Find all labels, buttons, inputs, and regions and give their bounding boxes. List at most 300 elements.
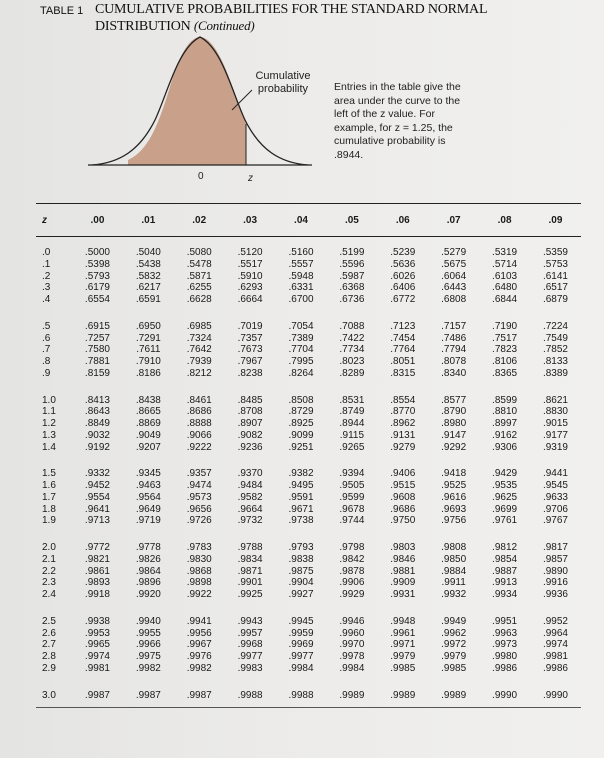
probability-cell: .9761 bbox=[492, 515, 518, 527]
probability-cell: .6064 bbox=[441, 270, 467, 282]
probability-cell: .6103 bbox=[492, 270, 518, 282]
probability-cell: .8729 bbox=[288, 406, 314, 418]
probability-cell: .6700 bbox=[288, 294, 314, 305]
column-header: .01 bbox=[141, 214, 156, 226]
probability-cell: .5160 bbox=[288, 247, 314, 258]
probability-cell: .9969 bbox=[288, 639, 314, 651]
probability-cell: .5596 bbox=[339, 258, 365, 270]
probability-cell: .6331 bbox=[288, 282, 314, 294]
probability-cell: .8869 bbox=[135, 418, 161, 429]
probability-cell: .9984 bbox=[288, 662, 314, 674]
probability-cell: .8749 bbox=[339, 406, 365, 418]
probability-cell: .8438 bbox=[135, 394, 161, 406]
probability-cell: .9726 bbox=[186, 515, 212, 527]
probability-cell: .7123 bbox=[390, 320, 416, 332]
probability-cell: .9936 bbox=[542, 589, 568, 600]
group-spacer bbox=[36, 675, 581, 690]
probability-cell: .5987 bbox=[339, 270, 365, 282]
probability-cell: .9850 bbox=[441, 553, 467, 565]
probability-cell: .9857 bbox=[542, 553, 568, 565]
z-value-cell: 2.5 bbox=[42, 615, 56, 627]
probability-cell: .8159 bbox=[84, 367, 110, 379]
probability-cell: .9977 bbox=[237, 651, 263, 662]
probability-cell: .7642 bbox=[186, 344, 212, 356]
probability-cell: .9955 bbox=[135, 627, 161, 639]
table-row bbox=[36, 690, 581, 702]
probability-cell: .9990 bbox=[542, 689, 568, 701]
probability-cell: .9292 bbox=[441, 441, 467, 453]
probability-cell: .8485 bbox=[237, 394, 263, 406]
z-value-cell: .4 bbox=[42, 294, 51, 305]
probability-cell: .9911 bbox=[441, 577, 466, 589]
probability-cell: .6985 bbox=[186, 320, 212, 332]
probability-cell: .9846 bbox=[390, 553, 416, 565]
table-row bbox=[36, 395, 581, 407]
probability-cell: .8315 bbox=[390, 367, 416, 379]
probability-cell: .9664 bbox=[237, 503, 263, 515]
probability-cell: .6772 bbox=[390, 294, 416, 305]
probability-cell: .7486 bbox=[441, 332, 467, 344]
column-header: .00 bbox=[90, 214, 105, 226]
probability-cell: .7852 bbox=[542, 344, 568, 356]
probability-cell: .9370 bbox=[237, 468, 263, 480]
probability-cell: .9750 bbox=[390, 515, 416, 527]
probability-cell: .9418 bbox=[441, 468, 467, 480]
table-bottom-rule bbox=[36, 707, 581, 708]
probability-cell: .9875 bbox=[288, 565, 314, 577]
probability-cell: .5398 bbox=[84, 258, 110, 270]
probability-cell: .8212 bbox=[186, 367, 212, 379]
probability-cell: .9429 bbox=[492, 468, 518, 480]
group-spacer bbox=[36, 380, 581, 395]
probability-cell: .7389 bbox=[288, 332, 314, 344]
probability-cell: .6217 bbox=[135, 282, 161, 294]
probability-cell: .7454 bbox=[390, 332, 416, 344]
probability-cell: .9732 bbox=[237, 515, 263, 527]
probability-cell: .8389 bbox=[542, 367, 568, 379]
probability-cell: .8997 bbox=[492, 418, 518, 429]
probability-cell: .5675 bbox=[441, 258, 467, 270]
probability-cell: .9535 bbox=[492, 480, 518, 491]
probability-cell: .9656 bbox=[186, 503, 212, 515]
z-value-cell: 1.5 bbox=[42, 468, 56, 480]
probability-cell: .9868 bbox=[186, 565, 212, 577]
probability-cell: .9990 bbox=[492, 689, 518, 701]
table-row bbox=[36, 566, 581, 578]
probability-cell: .9778 bbox=[135, 542, 161, 553]
probability-cell: .8413 bbox=[84, 394, 110, 406]
table-row bbox=[36, 651, 581, 663]
table-row bbox=[36, 356, 581, 368]
table-row bbox=[36, 468, 581, 480]
probability-cell: .7704 bbox=[288, 344, 314, 356]
probability-cell: .9625 bbox=[492, 491, 518, 503]
probability-cell: .9898 bbox=[186, 577, 212, 589]
probability-cell: .9834 bbox=[237, 553, 263, 565]
z-value-cell: 1.9 bbox=[42, 515, 56, 527]
probability-cell: .8238 bbox=[237, 367, 263, 379]
z-value-cell: .8 bbox=[42, 356, 51, 367]
probability-cell: .9767 bbox=[542, 515, 568, 527]
probability-cell: .9982 bbox=[186, 662, 212, 674]
probability-cell: .9505 bbox=[339, 480, 365, 491]
z-value-cell: 1.2 bbox=[42, 418, 56, 429]
probability-cell: .9974 bbox=[542, 639, 568, 651]
probability-cell: .9979 bbox=[441, 651, 467, 662]
probability-cell: .9932 bbox=[441, 589, 467, 600]
probability-cell: .9974 bbox=[84, 651, 110, 662]
probability-cell: .9951 bbox=[492, 615, 518, 627]
table-row bbox=[36, 480, 581, 492]
z-value-cell: 1.4 bbox=[42, 441, 56, 453]
probability-cell: .9783 bbox=[186, 542, 212, 553]
probability-cell: .5871 bbox=[186, 270, 212, 282]
group-spacer bbox=[36, 527, 581, 542]
probability-cell: .9981 bbox=[542, 651, 568, 662]
probability-cell: .8621 bbox=[542, 394, 568, 406]
probability-cell: .7734 bbox=[339, 344, 365, 356]
table-row bbox=[36, 333, 581, 345]
probability-cell: .9641 bbox=[84, 503, 110, 515]
column-header: .04 bbox=[294, 214, 308, 226]
table-row bbox=[36, 271, 581, 283]
probability-cell: .5832 bbox=[135, 270, 161, 282]
probability-cell: .9982 bbox=[135, 662, 161, 674]
probability-cell: .9984 bbox=[339, 662, 365, 674]
probability-cell: .8643 bbox=[84, 406, 110, 418]
probability-cell: .6915 bbox=[84, 320, 110, 332]
table-row bbox=[36, 492, 581, 504]
probability-cell: .9616 bbox=[441, 491, 467, 503]
group-spacer bbox=[36, 601, 581, 616]
z-value-cell: 2.4 bbox=[42, 589, 56, 600]
probability-cell: .9941 bbox=[186, 615, 212, 627]
table-number: TABLE 1 bbox=[40, 5, 84, 17]
probability-cell: .6554 bbox=[84, 294, 110, 305]
z-value-cell: 2.7 bbox=[42, 639, 56, 651]
probability-cell: .7088 bbox=[339, 320, 365, 332]
column-header: .02 bbox=[192, 214, 207, 226]
probability-cell: .9965 bbox=[84, 639, 110, 651]
probability-cell: .6255 bbox=[186, 282, 212, 294]
probability-cell: .9943 bbox=[237, 615, 263, 627]
probability-cell: .9913 bbox=[492, 577, 518, 589]
probability-cell: .9131 bbox=[390, 429, 416, 441]
probability-cell: .9979 bbox=[390, 651, 416, 662]
table-row bbox=[36, 639, 581, 651]
probability-cell: .9909 bbox=[390, 577, 416, 589]
probability-cell: .8810 bbox=[492, 406, 518, 418]
probability-cell: .9961 bbox=[390, 627, 416, 639]
probability-cell: .5793 bbox=[84, 270, 110, 282]
probability-cell: .8340 bbox=[441, 367, 467, 379]
probability-cell: .9382 bbox=[288, 468, 314, 480]
probability-cell: .7549 bbox=[542, 332, 568, 344]
probability-cell: .9881 bbox=[390, 565, 416, 577]
z-value-cell: 2.2 bbox=[42, 565, 56, 577]
probability-cell: .9177 bbox=[542, 429, 568, 441]
probability-cell: .9826 bbox=[135, 553, 161, 565]
probability-cell: .9738 bbox=[288, 515, 314, 527]
z-value-cell: 1.0 bbox=[42, 394, 56, 406]
probability-cell: .5517 bbox=[237, 258, 263, 270]
probability-cell: .9441 bbox=[542, 468, 568, 480]
group-spacer bbox=[36, 306, 581, 321]
probability-cell: .9956 bbox=[186, 627, 212, 639]
probability-cell: .6517 bbox=[542, 282, 568, 294]
probability-cell: .9332 bbox=[84, 468, 110, 480]
probability-cell: .9192 bbox=[84, 441, 110, 453]
probability-cell: .9971 bbox=[390, 639, 416, 651]
probability-cell: .9931 bbox=[390, 589, 416, 600]
probability-cell: .9671 bbox=[288, 503, 314, 515]
probability-cell: .6736 bbox=[339, 294, 365, 305]
probability-cell: .7881 bbox=[84, 356, 110, 367]
probability-cell: .9495 bbox=[288, 480, 314, 491]
probability-cell: .9861 bbox=[84, 565, 110, 577]
probability-cell: .6844 bbox=[492, 294, 518, 305]
probability-cell: .9678 bbox=[339, 503, 365, 515]
probability-cell: .9319 bbox=[542, 441, 568, 453]
probability-cell: .9115 bbox=[339, 429, 365, 441]
probability-cell: .7967 bbox=[237, 356, 263, 367]
probability-cell: .9884 bbox=[441, 565, 467, 577]
probability-cell: .7995 bbox=[288, 356, 314, 367]
probability-cell: .9573 bbox=[186, 491, 212, 503]
table-row bbox=[36, 247, 581, 259]
probability-cell: .9525 bbox=[441, 480, 467, 491]
probability-cell: .9564 bbox=[135, 491, 161, 503]
probability-cell: .9989 bbox=[339, 689, 365, 701]
z-value-cell: .2 bbox=[42, 270, 51, 282]
probability-cell: .9945 bbox=[288, 615, 314, 627]
table-row bbox=[36, 663, 581, 675]
probability-cell: .9756 bbox=[441, 515, 467, 527]
probability-cell: .9345 bbox=[135, 468, 161, 480]
probability-cell: .9633 bbox=[542, 491, 568, 503]
table-row bbox=[36, 406, 581, 418]
probability-cell: .9207 bbox=[135, 441, 161, 453]
probability-cell: .9591 bbox=[288, 491, 314, 503]
probability-cell: .7357 bbox=[237, 332, 263, 344]
axis-z-label: z bbox=[248, 173, 253, 184]
table-row bbox=[36, 616, 581, 628]
axis-zero-label: 0 bbox=[198, 171, 204, 182]
probability-cell: .9788 bbox=[237, 542, 263, 553]
probability-cell: .9890 bbox=[542, 565, 568, 577]
probability-cell: .9986 bbox=[492, 662, 518, 674]
probability-cell: .5636 bbox=[390, 258, 416, 270]
z-value-cell: 2.0 bbox=[42, 542, 56, 553]
probability-cell: .9959 bbox=[288, 627, 314, 639]
title-text: CUMULATIVE PROBABILITIES FOR THE STANDARD NORMAL DISTRIBUTION bbox=[95, 2, 487, 34]
probability-cell: .9406 bbox=[390, 468, 416, 480]
probability-cell: .9838 bbox=[288, 553, 314, 565]
probability-cell: .5279 bbox=[441, 247, 467, 258]
probability-cell: .9927 bbox=[288, 589, 314, 600]
probability-cell: .9222 bbox=[186, 441, 212, 453]
probability-cell: .9484 bbox=[237, 480, 263, 491]
probability-cell: .9049 bbox=[135, 429, 161, 441]
probability-cell: .9987 bbox=[186, 689, 212, 701]
probability-cell: .6141 bbox=[542, 270, 568, 282]
probability-cell: .9975 bbox=[135, 651, 161, 662]
probability-cell: .7517 bbox=[492, 332, 518, 344]
z-value-cell: 2.3 bbox=[42, 577, 56, 589]
probability-cell: .7823 bbox=[492, 344, 518, 356]
probability-cell: .5714 bbox=[492, 258, 518, 270]
probability-cell: .9015 bbox=[542, 418, 568, 429]
probability-cell: .8078 bbox=[441, 356, 467, 367]
probability-cell: .7939 bbox=[186, 356, 212, 367]
probability-cell: .8106 bbox=[492, 356, 518, 367]
probability-cell: .9973 bbox=[492, 639, 518, 651]
probability-cell: .9952 bbox=[542, 615, 568, 627]
probability-cell: .8944 bbox=[339, 418, 365, 429]
probability-cell: .9686 bbox=[390, 503, 416, 515]
probability-cell: .8907 bbox=[237, 418, 263, 429]
probability-cell: .5438 bbox=[135, 258, 161, 270]
probability-cell: .9967 bbox=[186, 639, 212, 651]
probability-cell: .7422 bbox=[339, 332, 365, 344]
probability-cell: .9793 bbox=[288, 542, 314, 553]
z-value-cell: .0 bbox=[42, 247, 51, 258]
probability-cell: .9970 bbox=[339, 639, 365, 651]
column-header: .06 bbox=[395, 214, 410, 226]
z-value-cell: 1.8 bbox=[42, 503, 56, 515]
probability-cell: .6368 bbox=[339, 282, 365, 294]
probability-cell: .9803 bbox=[390, 542, 416, 553]
probability-cell: .9864 bbox=[135, 565, 161, 577]
probability-cell: .7224 bbox=[542, 320, 568, 332]
group-spacer bbox=[36, 453, 581, 468]
probability-cell: .6293 bbox=[237, 282, 263, 294]
normal-curve-figure bbox=[0, 0, 604, 200]
cumulative-label: Cumulative probability bbox=[255, 70, 311, 95]
probability-cell: .9989 bbox=[441, 689, 467, 701]
z-value-cell: .6 bbox=[42, 332, 51, 344]
probability-cell: .9082 bbox=[237, 429, 263, 441]
probability-cell: .9972 bbox=[441, 639, 467, 651]
explanation-note: Entries in the table give the area under the curve to the left of the z value. For example, for z = 1.25, the cumulative probability is .8944. bbox=[334, 81, 461, 161]
probability-cell: .9452 bbox=[84, 480, 110, 491]
table-row bbox=[36, 628, 581, 640]
probability-cell: .9713 bbox=[84, 515, 110, 527]
probability-cell: .9906 bbox=[339, 577, 365, 589]
title-continued: (Continued) bbox=[193, 18, 255, 33]
z-value-cell: 1.6 bbox=[42, 480, 56, 491]
probability-cell: .9962 bbox=[441, 627, 467, 639]
probability-cell: .7157 bbox=[441, 320, 467, 332]
probability-cell: .9989 bbox=[390, 689, 416, 701]
table-row bbox=[36, 442, 581, 454]
probability-cell: .5080 bbox=[186, 247, 212, 258]
probability-cell: .9968 bbox=[237, 639, 263, 651]
probability-cell: .5319 bbox=[492, 247, 518, 258]
probability-cell: .7190 bbox=[492, 320, 518, 332]
probability-cell: .9904 bbox=[288, 577, 314, 589]
probability-cell: .9878 bbox=[339, 565, 365, 577]
z-value-cell: 1.3 bbox=[42, 429, 56, 441]
probability-cell: .9693 bbox=[441, 503, 467, 515]
probability-cell: .8770 bbox=[390, 406, 416, 418]
probability-cell: .9988 bbox=[288, 689, 314, 701]
probability-cell: .8133 bbox=[542, 356, 568, 367]
table-row bbox=[36, 504, 581, 516]
probability-cell: .9599 bbox=[339, 491, 365, 503]
probability-cell: .5478 bbox=[186, 258, 212, 270]
probability-cell: .9986 bbox=[542, 662, 568, 674]
probability-cell: .9985 bbox=[390, 662, 416, 674]
probability-cell: .8962 bbox=[390, 418, 416, 429]
probability-cell: .9032 bbox=[84, 429, 110, 441]
probability-cell: .9960 bbox=[339, 627, 365, 639]
probability-cell: .9896 bbox=[135, 577, 161, 589]
probability-cell: .8925 bbox=[288, 418, 314, 429]
column-header: .09 bbox=[548, 214, 563, 226]
probability-cell: .8289 bbox=[339, 367, 365, 379]
probability-cell: .9901 bbox=[237, 577, 263, 589]
probability-cell: .7764 bbox=[390, 344, 416, 356]
probability-cell: .9977 bbox=[288, 651, 314, 662]
probability-cell: .9948 bbox=[390, 615, 416, 627]
probability-cell: .9545 bbox=[542, 480, 568, 491]
z-column-header: z bbox=[42, 214, 47, 226]
probability-cell: .9854 bbox=[492, 553, 518, 565]
probability-cell: .9699 bbox=[492, 503, 518, 515]
table-row bbox=[36, 294, 581, 306]
probability-cell: .9985 bbox=[441, 662, 467, 674]
z-value-cell: 2.9 bbox=[42, 662, 56, 674]
probability-cell: .9987 bbox=[135, 689, 161, 701]
probability-cell: .9842 bbox=[339, 553, 365, 565]
probability-cell: .9918 bbox=[84, 589, 110, 600]
probability-cell: .9963 bbox=[492, 627, 518, 639]
table-row bbox=[36, 282, 581, 294]
probability-cell: .6628 bbox=[186, 294, 212, 305]
probability-cell: .9719 bbox=[135, 515, 161, 527]
column-header: .03 bbox=[243, 214, 258, 226]
probability-cell: .9893 bbox=[84, 577, 110, 589]
table-row bbox=[36, 589, 581, 601]
z-value-cell: .3 bbox=[42, 282, 51, 294]
probability-cell: .9821 bbox=[84, 553, 110, 565]
probability-cell: .9236 bbox=[237, 441, 263, 453]
probability-cell: .9987 bbox=[84, 689, 110, 701]
probability-cell: .9649 bbox=[135, 503, 161, 515]
table-row bbox=[36, 344, 581, 356]
table-row bbox=[36, 368, 581, 380]
probability-cell: .9988 bbox=[237, 689, 263, 701]
probability-cell: .5753 bbox=[542, 258, 568, 270]
probability-cell: .7673 bbox=[237, 344, 263, 356]
probability-cell: .5910 bbox=[237, 270, 263, 282]
probability-cell: .8508 bbox=[288, 394, 314, 406]
probability-cell: .6879 bbox=[542, 294, 568, 305]
probability-cell: .9946 bbox=[339, 615, 365, 627]
probability-cell: .9983 bbox=[237, 662, 263, 674]
probability-cell: .5239 bbox=[390, 247, 416, 258]
z-value-cell: .7 bbox=[42, 344, 51, 356]
table-row bbox=[36, 577, 581, 589]
probability-cell: .9817 bbox=[542, 542, 568, 553]
probability-cell: .8790 bbox=[441, 406, 467, 418]
probability-cell: .8980 bbox=[441, 418, 467, 429]
probability-cell: .9922 bbox=[186, 589, 212, 600]
z-value-cell: 1.1 bbox=[42, 406, 56, 418]
probability-cell: .9147 bbox=[441, 429, 467, 441]
probability-cell: .7324 bbox=[186, 332, 212, 344]
